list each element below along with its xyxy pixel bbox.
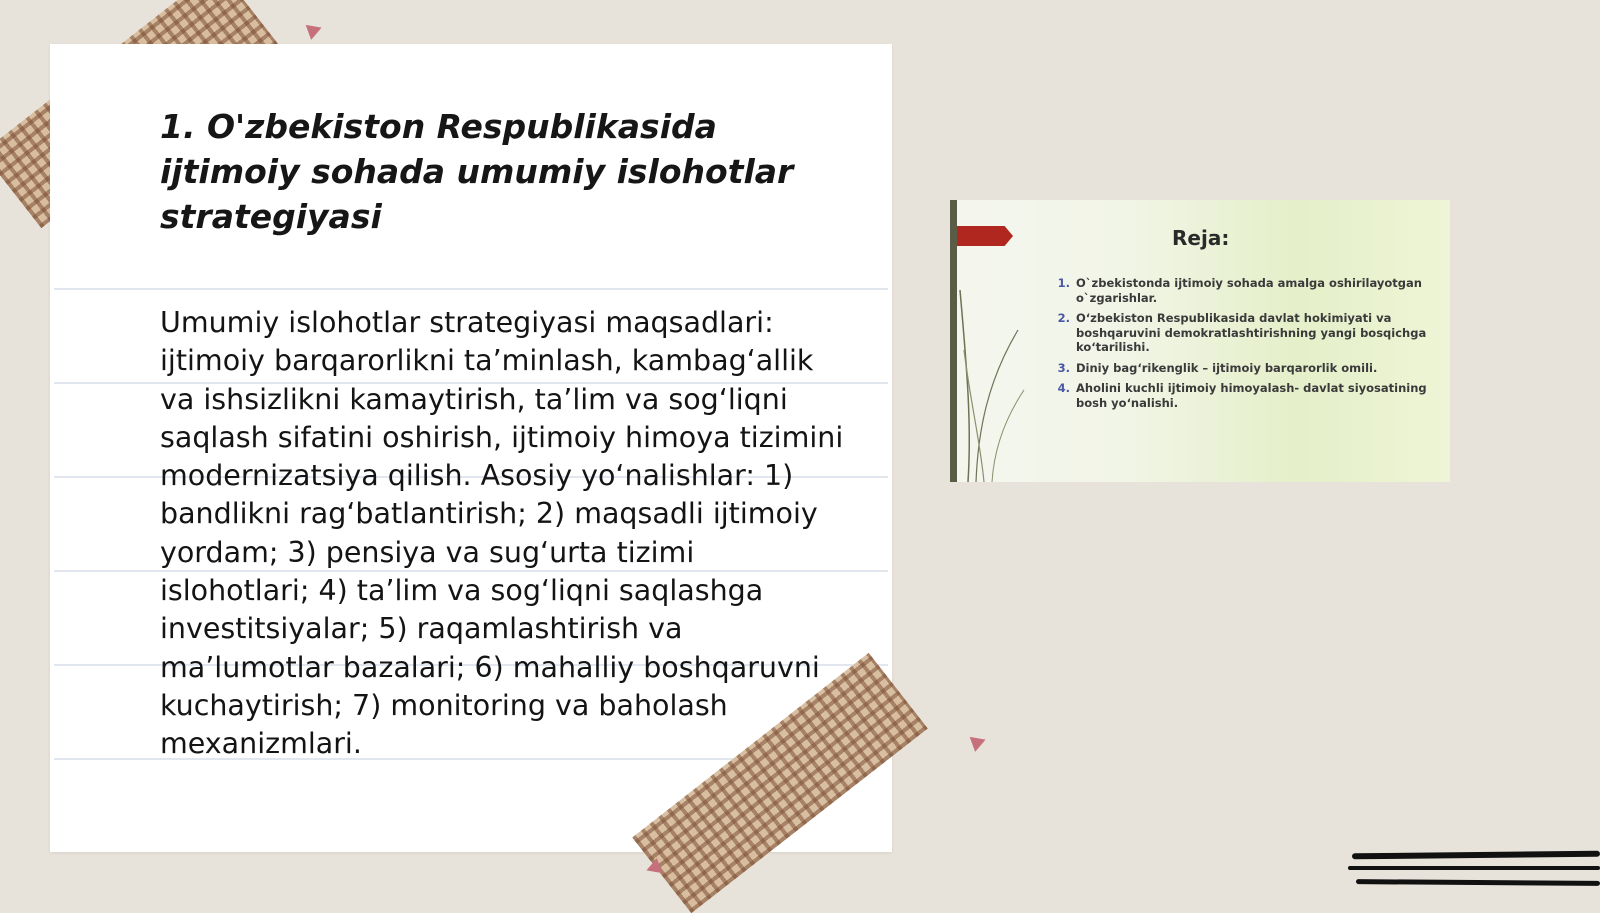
notebook-paper (50, 44, 892, 852)
tape-pin-icon (970, 732, 989, 752)
flag-icon (957, 226, 1013, 246)
slide-heading: Reja: (1172, 226, 1230, 250)
list-item: 1. O`zbekistonda ijtimoiy sohada amalga oshirilayotgan o`zgarishlar. (1074, 276, 1444, 305)
decorative-stroke (1356, 879, 1600, 886)
decorative-stroke (1352, 851, 1600, 860)
slide-title: 1. O'zbekiston Respublikasida ijtimoiy sohada umumiy islohotlar strategiyasi (160, 107, 794, 236)
paper-rule (54, 288, 888, 290)
plan-list (1052, 276, 1444, 416)
decorative-stroke (1348, 866, 1600, 870)
slide-side-bar (950, 200, 957, 482)
list-item: 2. O‘zbekiston Respublikasida davlat hokimiyati va boshqaruvini demokratlashtirishning yangi bosqichga ko‘tarilishi. (1074, 311, 1444, 355)
plan-slide-image (950, 200, 1450, 482)
body-text: Umumiy islohotlar strategiyasi maqsadlari: ijtimoiy barqarorlikni ta’minlash, kambag‘allik va ishsizlikni kamaytirish, ta’lim va sog‘liqni saqlash sifatini oshirish, ijtimoiy himoya tizimini modernizatsiya qilish. Asosiy yo‘nalishlar: 1) bandlikni rag‘batlantirish; 2) maqsadli ijtimoiy yordam; 3) pensiya va sug‘urta tizimi islohotlari; 4) ta’lim va sog‘liqni saqlashga investitsiyalar; 5) raqamlashtirish va ma’lumotlar bazalari; 6) mahalliy boshqaruvni kuchaytirish; 7) monitoring va baholash mexanizmlari. (160, 306, 844, 761)
list-item: 3. Diniy bag‘rikenglik – ijtimoiy barqarorlik omili. (1074, 361, 1444, 376)
list-item: 4. Aholini kuchli ijtimoiy himoyalash- davlat siyosatining bosh yo‘nalishi. (1074, 381, 1444, 410)
grass-decoration-icon (958, 270, 1028, 482)
tape-pin-icon (306, 20, 325, 40)
